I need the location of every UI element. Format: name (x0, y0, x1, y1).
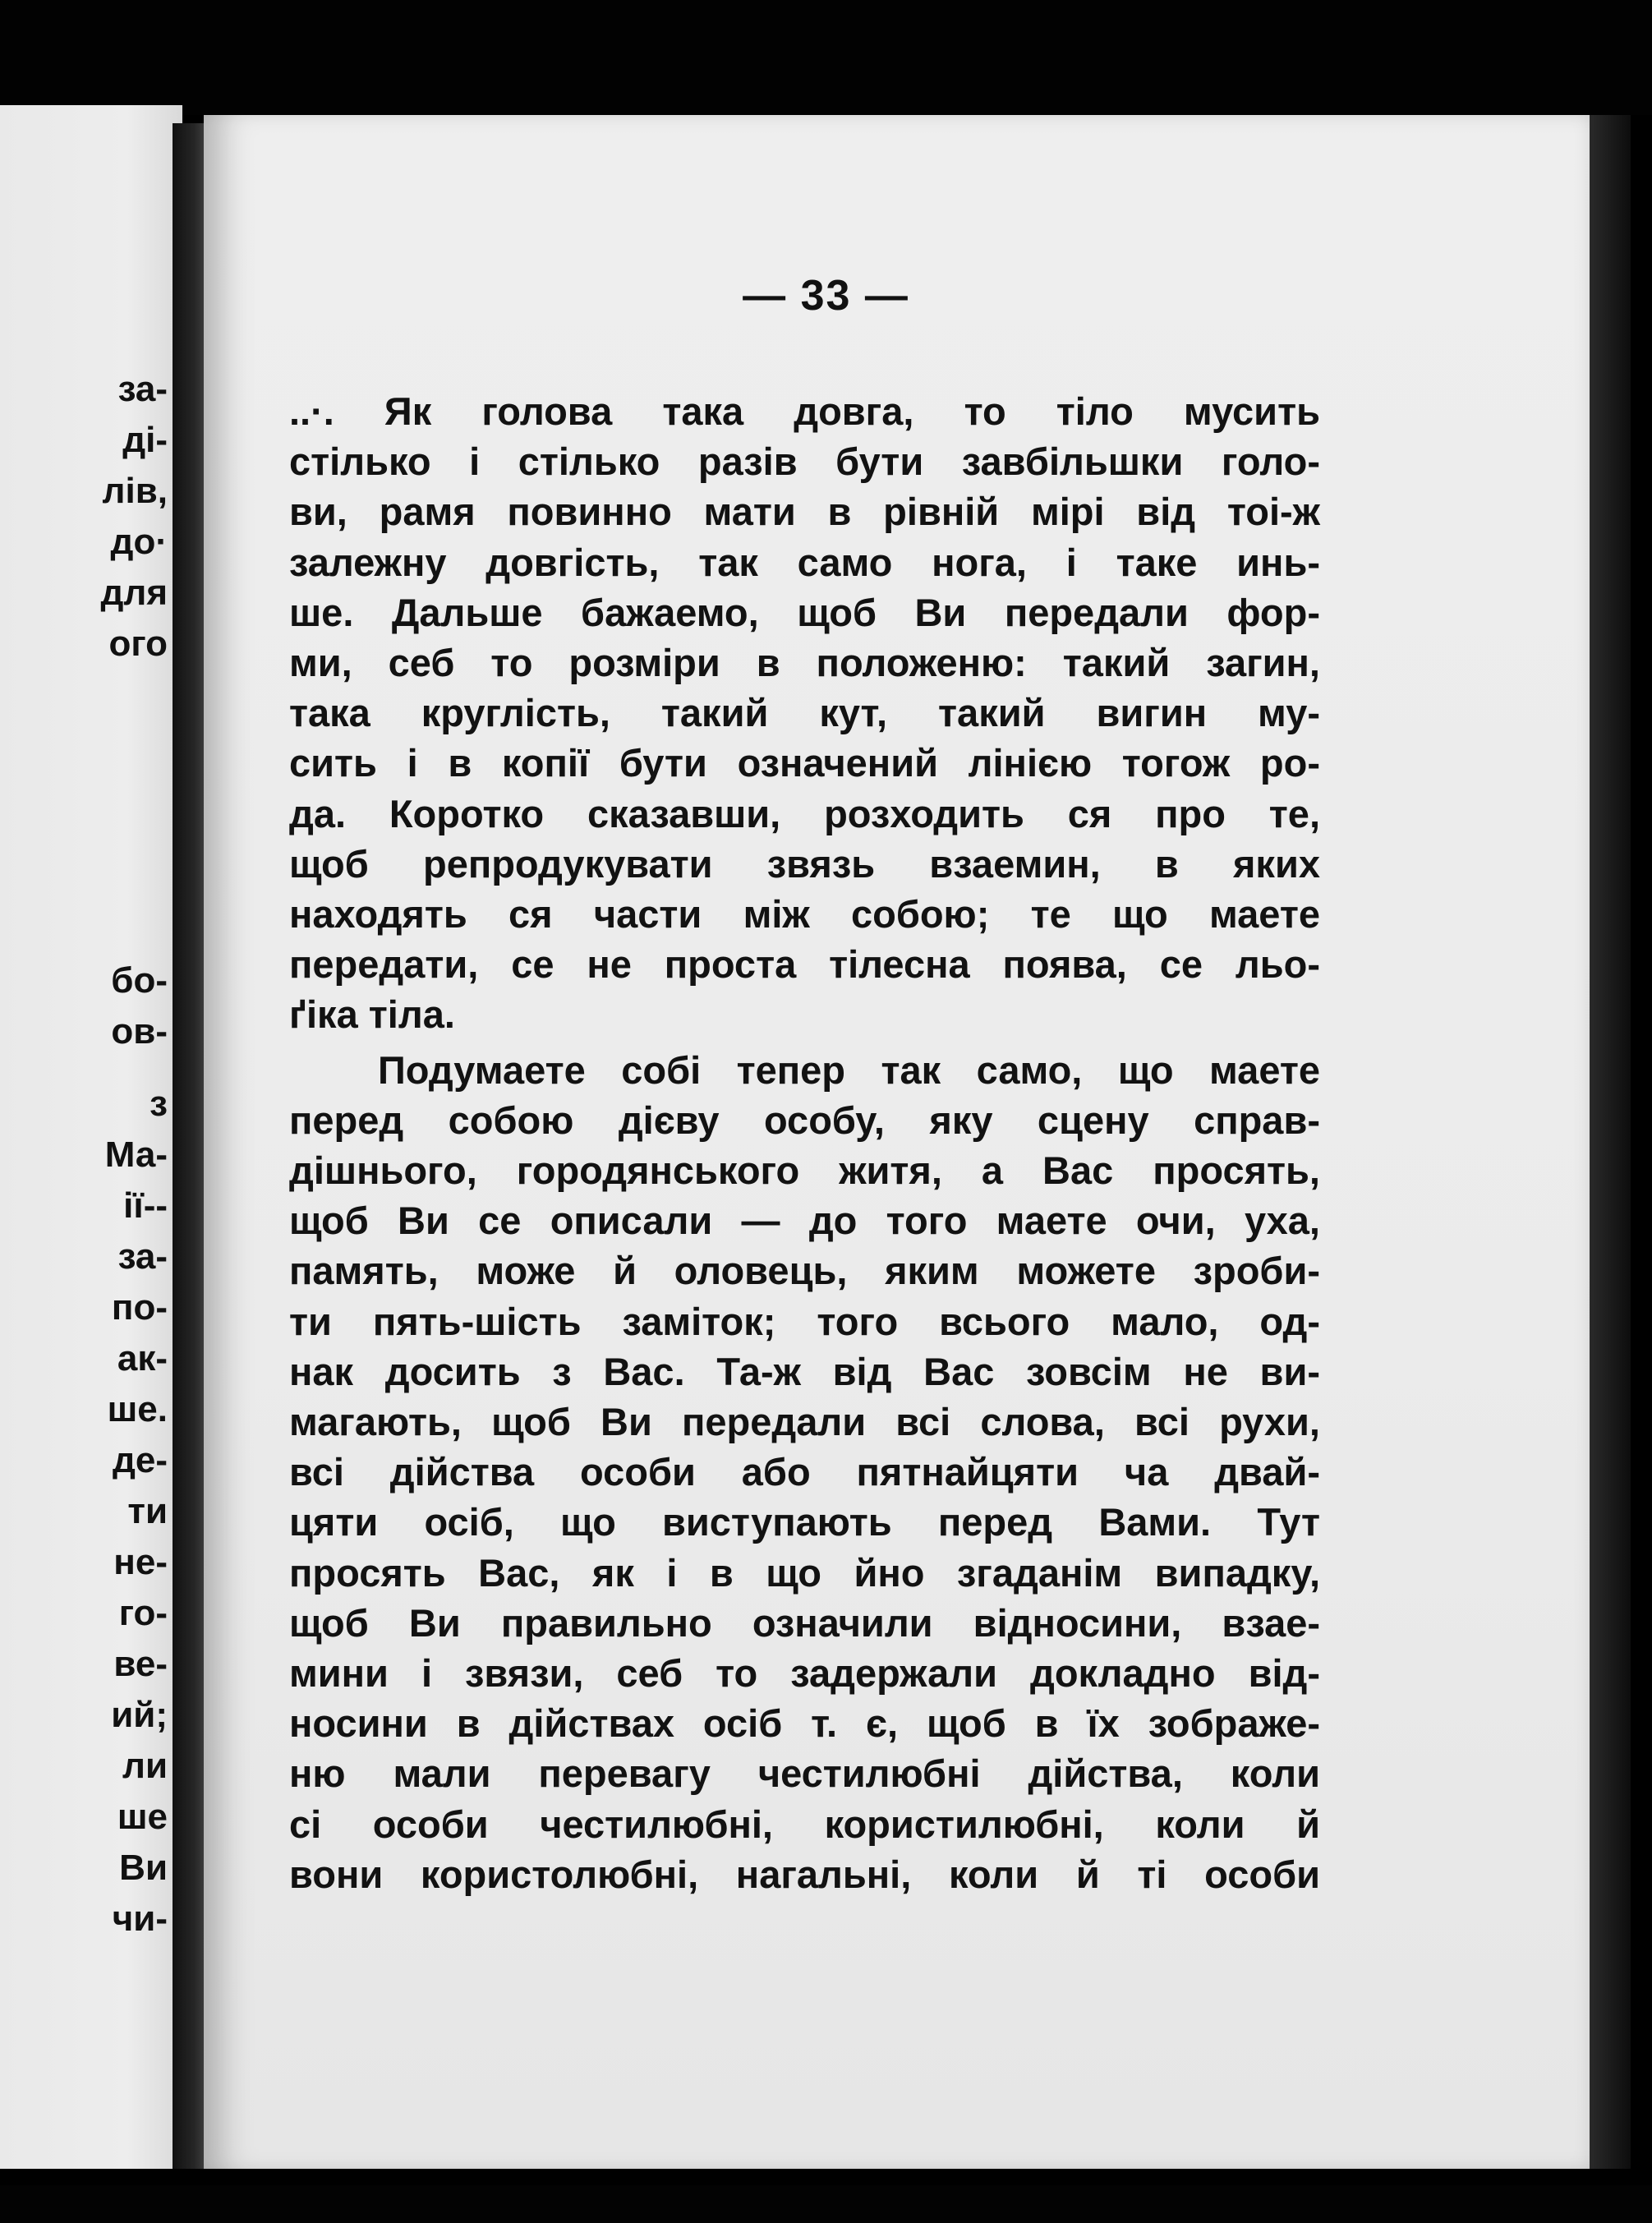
fragment-line: ов- (111, 1011, 168, 1052)
fragment-line: за- (117, 1236, 168, 1277)
body-text (289, 386, 1320, 1899)
text-line: ню мали перевагу честилюбні дійства, коли (289, 1751, 1320, 1796)
scan-bottom-border (0, 2185, 1652, 2223)
fragment-line: бо- (111, 960, 168, 1001)
fragment-line: не- (113, 1542, 168, 1582)
text-line: перед собою дієву особу, яку сцену справ- (289, 1098, 1320, 1142)
text-line: магають, щоб Ви передали всі слова, всі рухи, (289, 1400, 1320, 1444)
text-line: дішнього, городянського житя, а Вас просять, (289, 1148, 1320, 1193)
fragment-line: ого (108, 624, 168, 664)
text-line: залежну довгість, так само нога, і таке инь- (289, 540, 1320, 584)
text-line: сі особи честилюбні, користилюбні, коли й (289, 1802, 1320, 1846)
fragment-line: до· (110, 522, 168, 562)
fragment-line: чи- (112, 1899, 168, 1939)
text-line: така круглість, такий кут, такий вигин му- (289, 691, 1320, 735)
fragment-line: ак- (117, 1338, 168, 1378)
paragraph-2 (289, 1045, 1320, 1899)
text-line: ти пять-шість заміток; того всього мало, од- (289, 1299, 1320, 1343)
facing-page-left (0, 105, 182, 2169)
fragment-line: за- (117, 369, 168, 409)
text-line: находять ся части між собою; те що маете (289, 892, 1320, 937)
fragment-line: для (100, 573, 168, 613)
fragment-line: Ви (119, 1848, 168, 1888)
fragment-line: ий; (111, 1695, 168, 1735)
text-line: носини в дійствах осіб т. є, щоб в їх зображе- (289, 1701, 1320, 1746)
fragment-line: де- (112, 1440, 168, 1480)
text-line: Подумаете собі тепер так само, що маете (378, 1047, 1320, 1092)
text-line: всі дійства особи або пятнайцяти ча двай- (289, 1450, 1320, 1494)
fragment-line: лів, (102, 471, 168, 511)
text-line: просять Вас, як і в що йно згаданім випадку, (289, 1550, 1320, 1595)
text-line: ми, себ то розміри в положеню: такий загин, (289, 641, 1320, 685)
fragment-line: го- (118, 1593, 168, 1633)
page-number: — 33 — (743, 272, 909, 320)
fragment-line: ти (127, 1491, 168, 1531)
paragraph-1 (289, 386, 1320, 1040)
fragment-line: ли (122, 1746, 168, 1786)
scan-top-border (0, 0, 1652, 115)
text-line: стілько і стілько разів бути завбільшки голо- (289, 440, 1320, 484)
text-line: ше. Дальше бажаемо, щоб Ви передали фор- (289, 590, 1320, 634)
text-line: вони користолюбні, нагальні, коли й ті особи (289, 1852, 1320, 1896)
text-line: щоб Ви правильно означили відносини, взае- (289, 1600, 1320, 1645)
fragment-line: з (150, 1084, 168, 1124)
fragment-line: ше (117, 1797, 168, 1837)
text-line: мини і звязи, себ то задержали докладно від- (289, 1651, 1320, 1696)
text-line: ..·. Як голова така довга, то тіло мусить (289, 389, 1320, 433)
fragment-line: по- (111, 1287, 168, 1328)
fragment-line: ії-- (123, 1185, 168, 1226)
text-line: нак досить з Вас. Та-ж від Вас зовсім не ви- (289, 1349, 1320, 1393)
fragment-line: ве- (113, 1644, 168, 1684)
text-line: память, може й оловець, яким можете зроби- (289, 1249, 1320, 1293)
text-line: да. Коротко сказавши, розходить ся про те, (289, 791, 1320, 835)
text-line: щоб Ви се описали — до того маете очи, уха, (289, 1199, 1320, 1243)
page-edge-shadow (1590, 115, 1631, 2169)
fragment-line: ше. (107, 1389, 168, 1429)
text-line: ґіка тіла. (289, 992, 455, 1037)
text-line: передати, се не проста тілесна поява, се льо- (289, 942, 1320, 987)
text-line: сить і в копії бути означений лінією тогож ро- (289, 741, 1320, 785)
text-line: щоб репродукувати звязь взаемин, в яких (289, 841, 1320, 886)
text-line: ви, рамя повинно мати в рівній мірі від тоі-ж (289, 490, 1320, 534)
fragment-line: ді- (122, 420, 168, 460)
text-line: цяти осіб, що виступають перед Вами. Тут (289, 1500, 1320, 1544)
fragment-line: Ма- (104, 1135, 168, 1175)
